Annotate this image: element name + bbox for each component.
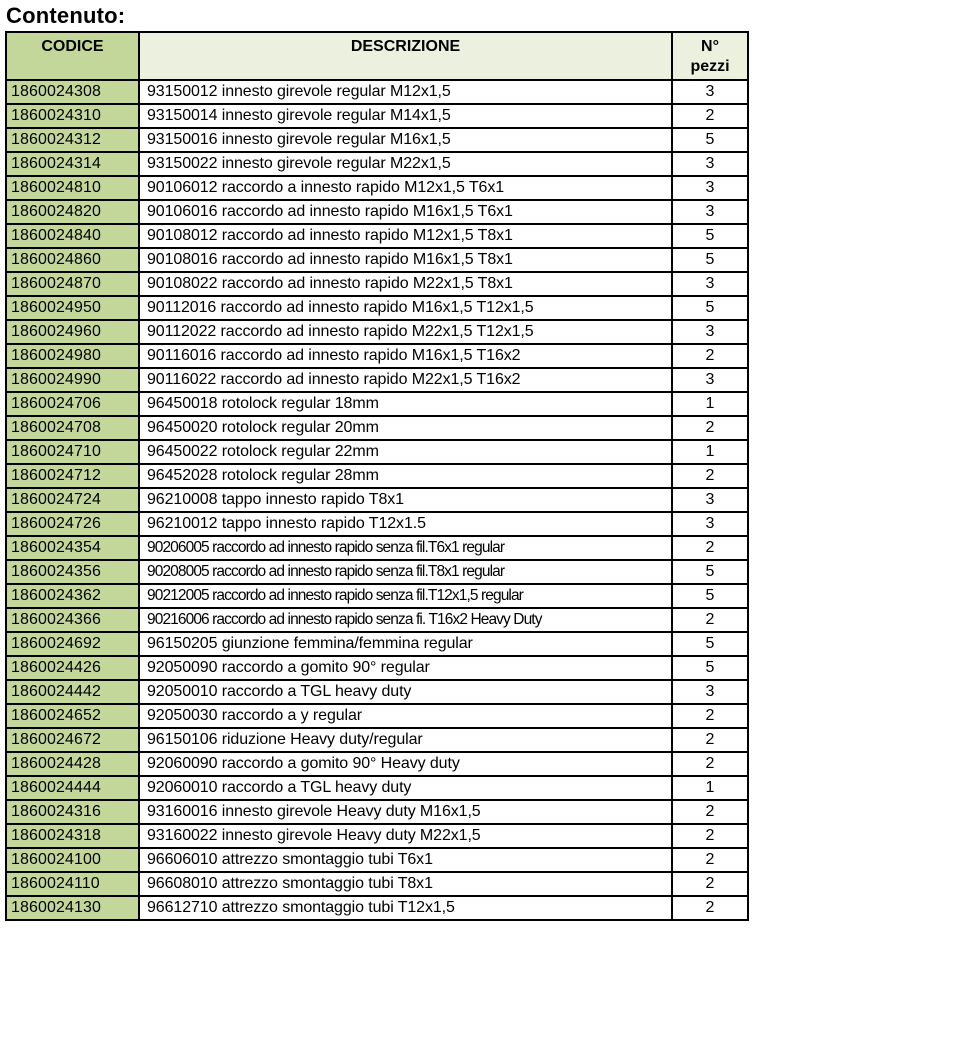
cell-description: 90108012 raccordo ad innesto rapido M12x1,5 T8x1 (139, 224, 672, 248)
cell-quantity: 3 (672, 488, 748, 512)
cell-code: 1860024692 (6, 632, 139, 656)
cell-description: 93150014 innesto girevole regular M14x1,5 (139, 104, 672, 128)
cell-description: 96450018 rotolock regular 18mm (139, 392, 672, 416)
table-row (6, 536, 748, 560)
cell-code: 1860024110 (6, 872, 139, 896)
cell-description: 92050090 raccordo a gomito 90° regular (139, 656, 672, 680)
cell-quantity: 3 (672, 80, 748, 104)
cell-quantity: 3 (672, 512, 748, 536)
cell-description: 96450020 rotolock regular 20mm (139, 416, 672, 440)
table-row (6, 656, 748, 680)
table-row (6, 344, 748, 368)
column-header-quantity (672, 32, 748, 80)
table-row (6, 680, 748, 704)
table-row (6, 464, 748, 488)
cell-quantity: 2 (672, 104, 748, 128)
cell-code: 1860024990 (6, 368, 139, 392)
cell-description: 90112016 raccordo ad innesto rapido M16x1,5 T12x1,5 (139, 296, 672, 320)
table-row (6, 248, 748, 272)
cell-quantity: 5 (672, 248, 748, 272)
table-row (6, 560, 748, 584)
column-header-quantity-line2: pezzi (690, 58, 730, 75)
cell-quantity: 2 (672, 752, 748, 776)
cell-quantity: 5 (672, 296, 748, 320)
cell-description: 90216006 raccordo ad innesto rapido senza fi. T16x2 Heavy Duty (139, 608, 672, 632)
table-row (6, 608, 748, 632)
table-row (6, 848, 748, 872)
cell-code: 1860024310 (6, 104, 139, 128)
cell-description: 96606010 attrezzo smontaggio tubi T6x1 (139, 848, 672, 872)
cell-quantity: 2 (672, 608, 748, 632)
table-row (6, 440, 748, 464)
cell-description: 90106012 raccordo a innesto rapido M12x1,5 T6x1 (139, 176, 672, 200)
table-row (6, 776, 748, 800)
cell-description: 90108022 raccordo ad innesto rapido M22x1,5 T8x1 (139, 272, 672, 296)
cell-quantity: 3 (672, 320, 748, 344)
cell-code: 1860024672 (6, 728, 139, 752)
cell-code: 1860024356 (6, 560, 139, 584)
cell-description: 90106016 raccordo ad innesto rapido M16x1,5 T6x1 (139, 200, 672, 224)
cell-description: 93150022 innesto girevole regular M22x1,5 (139, 152, 672, 176)
cell-code: 1860024428 (6, 752, 139, 776)
cell-code: 1860024710 (6, 440, 139, 464)
contents-table (5, 31, 749, 921)
cell-description: 90206005 raccordo ad innesto rapido senza fil.T6x1 regular (139, 536, 672, 560)
table-row (6, 104, 748, 128)
cell-quantity: 3 (672, 368, 748, 392)
table-row (6, 416, 748, 440)
table-row (6, 704, 748, 728)
column-header-quantity-line1: N° (701, 38, 719, 55)
table-row (6, 80, 748, 104)
cell-code: 1860024810 (6, 176, 139, 200)
cell-code: 1860024652 (6, 704, 139, 728)
table-header-row (6, 32, 748, 80)
cell-code: 1860024840 (6, 224, 139, 248)
cell-quantity: 2 (672, 728, 748, 752)
cell-description: 96608010 attrezzo smontaggio tubi T8x1 (139, 872, 672, 896)
cell-quantity: 2 (672, 800, 748, 824)
table-row (6, 392, 748, 416)
cell-code: 1860024312 (6, 128, 139, 152)
cell-quantity: 2 (672, 344, 748, 368)
cell-code: 1860024820 (6, 200, 139, 224)
cell-code: 1860024706 (6, 392, 139, 416)
table-row (6, 320, 748, 344)
cell-description: 92050010 raccordo a TGL heavy duty (139, 680, 672, 704)
table-row (6, 728, 748, 752)
cell-quantity: 5 (672, 632, 748, 656)
cell-quantity: 3 (672, 680, 748, 704)
cell-quantity: 3 (672, 200, 748, 224)
cell-code: 1860024316 (6, 800, 139, 824)
cell-code: 1860024980 (6, 344, 139, 368)
table-row (6, 152, 748, 176)
cell-quantity: 2 (672, 416, 748, 440)
cell-quantity: 2 (672, 704, 748, 728)
cell-code: 1860024726 (6, 512, 139, 536)
table-row (6, 272, 748, 296)
table-row (6, 488, 748, 512)
table-row (6, 512, 748, 536)
cell-quantity: 2 (672, 824, 748, 848)
table-row (6, 752, 748, 776)
cell-quantity: 2 (672, 872, 748, 896)
cell-description: 93150012 innesto girevole regular M12x1,5 (139, 80, 672, 104)
cell-description: 96150106 riduzione Heavy duty/regular (139, 728, 672, 752)
cell-code: 1860024870 (6, 272, 139, 296)
table-row (6, 800, 748, 824)
cell-code: 1860024724 (6, 488, 139, 512)
cell-code: 1860024318 (6, 824, 139, 848)
cell-code: 1860024444 (6, 776, 139, 800)
cell-description: 90212005 raccordo ad innesto rapido senza fil.T12x1,5 regular (139, 584, 672, 608)
cell-code: 1860024366 (6, 608, 139, 632)
table-row (6, 368, 748, 392)
cell-code: 1860024442 (6, 680, 139, 704)
cell-description: 96150205 giunzione femmina/femmina regular (139, 632, 672, 656)
table-row (6, 176, 748, 200)
cell-description: 90112022 raccordo ad innesto rapido M22x1,5 T12x1,5 (139, 320, 672, 344)
cell-quantity: 1 (672, 776, 748, 800)
cell-description: 93160016 innesto girevole Heavy duty M16x1,5 (139, 800, 672, 824)
cell-code: 1860024860 (6, 248, 139, 272)
table-body (6, 80, 748, 920)
cell-quantity: 1 (672, 392, 748, 416)
cell-description: 92060090 raccordo a gomito 90° Heavy duty (139, 752, 672, 776)
cell-description: 96450022 rotolock regular 22mm (139, 440, 672, 464)
table-row (6, 632, 748, 656)
cell-code: 1860024314 (6, 152, 139, 176)
cell-quantity: 5 (672, 224, 748, 248)
cell-code: 1860024100 (6, 848, 139, 872)
cell-quantity: 2 (672, 464, 748, 488)
cell-quantity: 5 (672, 128, 748, 152)
cell-quantity: 1 (672, 440, 748, 464)
cell-description: 96612710 attrezzo smontaggio tubi T12x1,5 (139, 896, 672, 920)
cell-quantity: 3 (672, 176, 748, 200)
cell-description: 92060010 raccordo a TGL heavy duty (139, 776, 672, 800)
cell-description: 90116016 raccordo ad innesto rapido M16x1,5 T16x2 (139, 344, 672, 368)
cell-description: 96210008 tappo innesto rapido T8x1 (139, 488, 672, 512)
cell-code: 1860024950 (6, 296, 139, 320)
cell-quantity: 2 (672, 536, 748, 560)
cell-description: 90116022 raccordo ad innesto rapido M22x1,5 T16x2 (139, 368, 672, 392)
cell-code: 1860024426 (6, 656, 139, 680)
table-row (6, 584, 748, 608)
cell-code: 1860024362 (6, 584, 139, 608)
column-header-code: CODICE (6, 32, 139, 80)
table-row (6, 200, 748, 224)
cell-quantity: 2 (672, 848, 748, 872)
table-row (6, 128, 748, 152)
cell-code: 1860024708 (6, 416, 139, 440)
cell-quantity: 2 (672, 896, 748, 920)
cell-description: 92050030 raccordo a y regular (139, 704, 672, 728)
cell-code: 1860024712 (6, 464, 139, 488)
table-row (6, 224, 748, 248)
table-row (6, 896, 748, 920)
table-row (6, 296, 748, 320)
cell-code: 1860024308 (6, 80, 139, 104)
cell-description: 90208005 raccordo ad innesto rapido senza fil.T8x1 regular (139, 560, 672, 584)
cell-code: 1860024960 (6, 320, 139, 344)
cell-description: 93150016 innesto girevole regular M16x1,5 (139, 128, 672, 152)
cell-code: 1860024354 (6, 536, 139, 560)
cell-quantity: 3 (672, 152, 748, 176)
table-row (6, 872, 748, 896)
cell-description: 90108016 raccordo ad innesto rapido M16x1,5 T8x1 (139, 248, 672, 272)
cell-quantity: 5 (672, 560, 748, 584)
column-header-description: DESCRIZIONE (139, 32, 672, 80)
cell-description: 93160022 innesto girevole Heavy duty M22x1,5 (139, 824, 672, 848)
cell-quantity: 5 (672, 656, 748, 680)
page-heading: Contenuto: (6, 3, 126, 28)
cell-description: 96452028 rotolock regular 28mm (139, 464, 672, 488)
cell-quantity: 5 (672, 584, 748, 608)
cell-code: 1860024130 (6, 896, 139, 920)
cell-description: 96210012 tappo innesto rapido T12x1.5 (139, 512, 672, 536)
cell-quantity: 3 (672, 272, 748, 296)
table-row (6, 824, 748, 848)
